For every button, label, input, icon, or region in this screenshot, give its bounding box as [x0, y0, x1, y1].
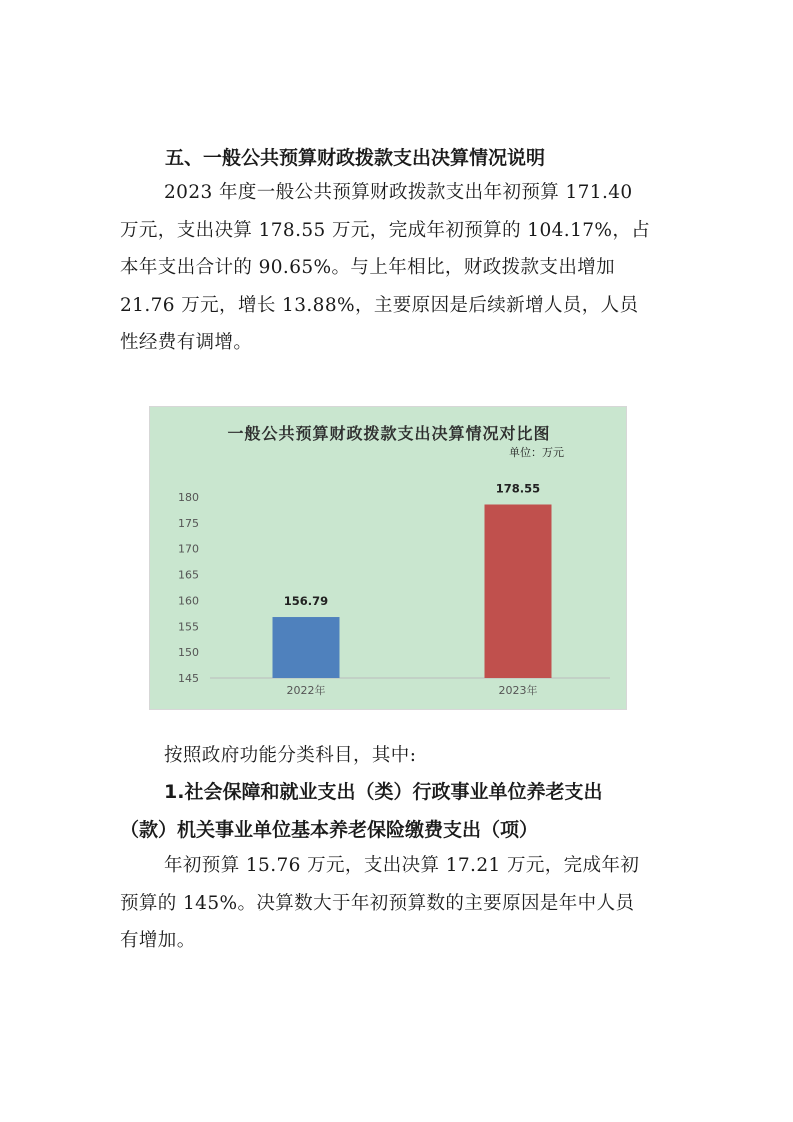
chart-unit-label: 单位：万元: [509, 446, 564, 459]
comparison-bar-chart: [149, 406, 627, 710]
y-tick-label: 175: [178, 516, 199, 530]
bar-1: [273, 617, 340, 678]
bar-2: [485, 504, 552, 678]
paragraph-budget-summary: [120, 174, 673, 362]
subheading-line: 1.社会保障和就业支出（类）行政事业单位养老支出: [164, 781, 603, 803]
paragraph-classification: [120, 737, 673, 775]
paragraph-line: 21.76 万元，增长 13.88%，主要原因是后续新增人员，人员: [120, 294, 639, 316]
y-tick-label: 180: [178, 491, 199, 504]
paragraph-line: 按照政府功能分类科目，其中:: [164, 745, 417, 766]
x-tick-label: 2023年: [498, 684, 538, 697]
paragraph-item-1-detail: [120, 847, 673, 960]
section-heading: 五、一般公共预算财政拨款支出决算情况说明: [165, 147, 546, 169]
paragraph-line: 万元，支出决算 178.55 万元，完成年初预算的 104.17%，占: [120, 219, 651, 241]
subheading-item-1: [120, 774, 680, 849]
subheading-line: （款）机关事业单位基本养老保险缴费支出（项）: [120, 818, 539, 841]
paragraph-line: 年初预算 15.76 万元，支出决算 17.21 万元，完成年初: [164, 855, 640, 876]
y-tick-label: 170: [178, 542, 199, 556]
bar-value-label: 156.79: [283, 594, 329, 609]
y-tick-label: 165: [178, 568, 199, 582]
paragraph-line: 本年支出合计的 90.65%。与上年相比，财政拨款支出增加: [120, 257, 616, 278]
y-tick-label: 150: [178, 646, 199, 660]
x-tick-label: 2022年: [286, 684, 326, 697]
y-tick-label: 160: [178, 594, 199, 608]
chart-title: 一般公共预算财政拨款支出决算情况对比图: [227, 424, 551, 443]
y-tick-label: 155: [178, 620, 199, 634]
paragraph-line: 2023 年度一般公共预算财政拨款支出年初预算 171.40: [164, 182, 633, 203]
paragraph-line: 有增加。: [120, 930, 196, 951]
paragraph-line: 预算的 145%。决算数大于年初预算数的主要原因是年中人员: [120, 892, 635, 914]
chart-canvas: [150, 407, 628, 711]
y-tick-label: 145: [178, 672, 199, 685]
paragraph-line: 性经费有调增。: [120, 332, 253, 353]
bar-value-label: 178.55: [495, 481, 541, 496]
